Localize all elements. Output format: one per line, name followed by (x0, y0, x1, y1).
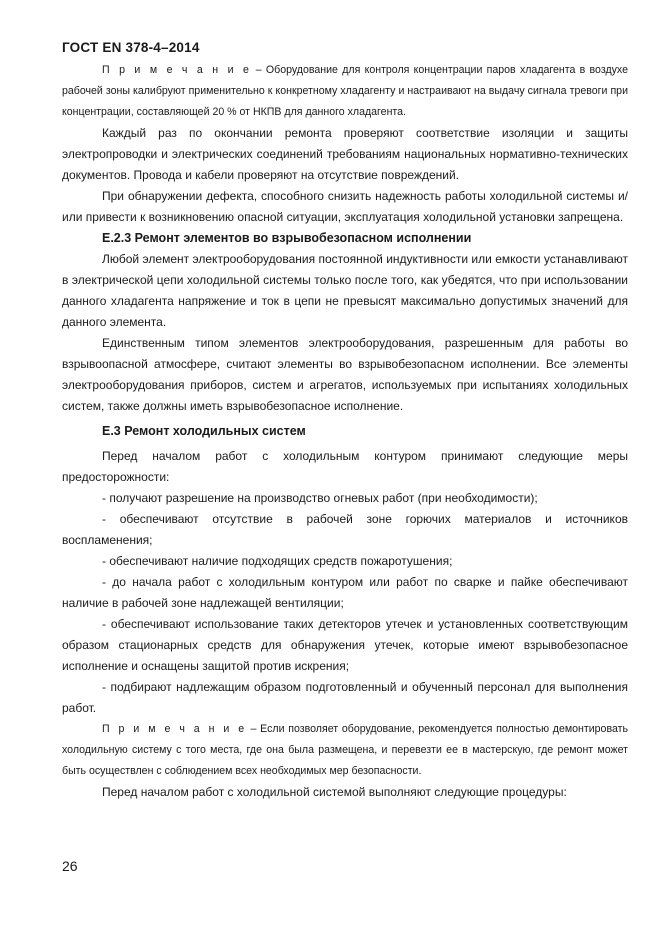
list-item: - обеспечивают наличие подходящих средств пожаротушения; (102, 554, 453, 568)
list-item: - обеспечивают использование таких детекторов утечек и установленных соответствующим образом стационарных средств для обнаружения утечек, которые имеют взрывобезопасное исполнение и оснащены защитой против искрения; (62, 617, 628, 673)
list-item: - подбирают надлежащим образом подготовленный и обученный персонал для выполнения работ. (62, 680, 628, 715)
body-paragraph: Перед началом работ с холодильной системой выполняют следующие процедуры: (102, 785, 567, 799)
document-body (62, 60, 628, 803)
note-text: – Оборудование для контроля концентрации паров хладагента в воздухе рабочей зоны калибруют применительно к конкретному хладагенту и настраивают на выдачу сигнала тревоги при концентрации, составляющей 20 % от НКПВ для данного хладагента. (62, 64, 629, 118)
section-heading-e23: Е.2.3 Ремонт элементов во взрывобезопасном исполнении (102, 231, 472, 245)
document-header: ГОСТ EN 378-4–2014 (62, 40, 200, 55)
list-item: - получают разрешение на производство огневых работ (при необходимости); (102, 491, 538, 505)
note-label: П р и м е ч а н и е (102, 64, 252, 76)
page-number: 26 (62, 858, 78, 874)
list-item: - обеспечивают отсутствие в рабочей зоне горючих материалов и источников воспламенения; (62, 512, 628, 547)
note-label: П р и м е ч а н и е (102, 723, 247, 735)
body-paragraph: При обнаружении дефекта, способного снизить надежность работы холодильной системы и/или привести к возникновению опасной ситуации, эксплуатация холодильной установки запрещена. (62, 189, 628, 224)
section-heading-e3: Е.3 Ремонт холодильных систем (102, 424, 306, 438)
body-paragraph: Любой элемент электрооборудования постоянной индуктивности или емкости устанавливают в электрической цепи холодильной системы только после того, как убедятся, что при использовании данного хладагента напряжение и ток в цепи не превысят максимально допустимых значений для данного элемента. (62, 252, 628, 329)
note-text: – Если позволяет оборудование, рекомендуется полностью демонтировать холодильную систему с того места, где она была размещена, и перевезти ее в мастерскую, где ремонт может быть осуществлен с соблюдением всех необходимых мер безопасности. (62, 723, 628, 777)
body-paragraph: Каждый раз по окончании ремонта проверяют соответствие изоляции и защиты электропроводки и электрических соединений требованиям национальных нормативно-технических документов. Провода и кабели проверяют на отсутствие повреждений. (62, 126, 628, 182)
note-paragraph (62, 60, 628, 123)
body-paragraph: Единственным типом элементов электрооборудования, разрешенным для работы во взрывоопасной атмосфере, считают элементы во взрывобезопасном исполнении. Все элементы электрооборудования приборов, систем и агрегатов, используемых при испытаниях холодильных систем, также должны иметь взрывобезопасное исполнение. (62, 336, 628, 413)
body-paragraph: Перед началом работ с холодильным контуром принимают следующие меры предосторожности: (62, 449, 628, 484)
note-paragraph (62, 719, 628, 782)
list-item: - до начала работ с холодильным контуром или работ по сварке и пайке обеспечивают наличие в рабочей зоне надлежащей вентиляции; (62, 575, 628, 610)
